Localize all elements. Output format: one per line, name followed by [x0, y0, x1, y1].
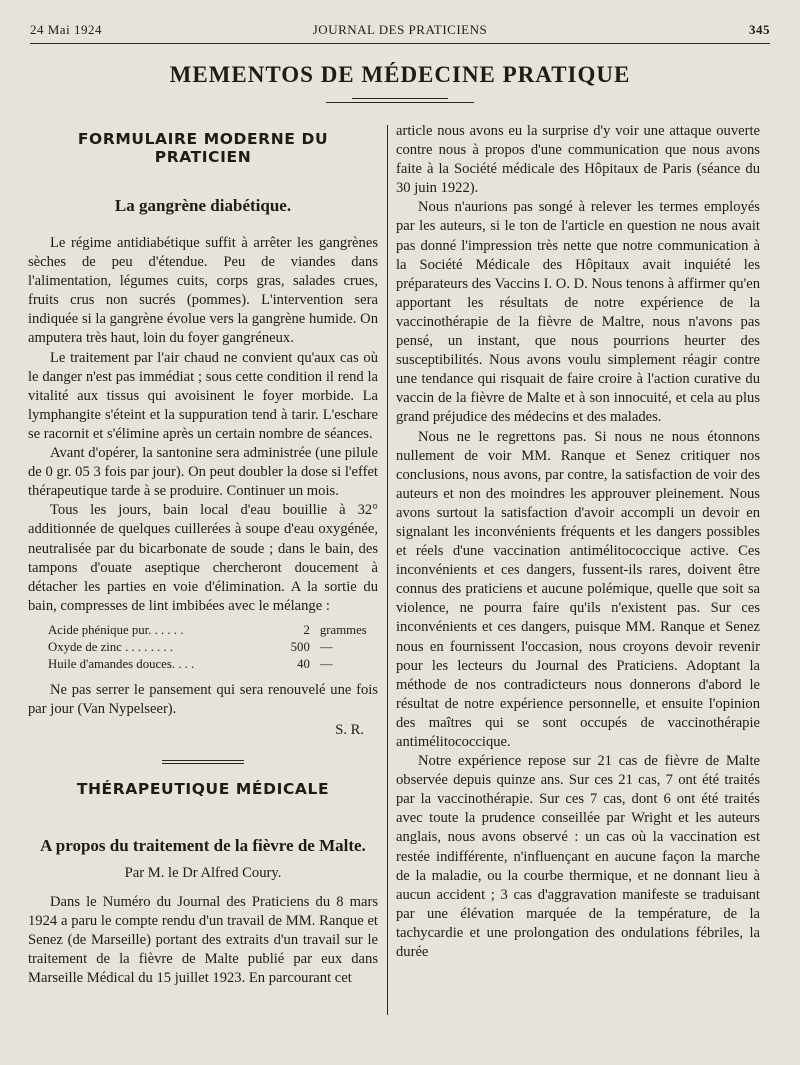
article-byline: Par M. le Dr Alfred Coury.	[124, 865, 282, 882]
ingredient-unit: —	[319, 639, 333, 654]
paragraph: Le régime antidiabétique suffit à arrêter les gangrènes sèches de peu d'étendue. Peu de viandes dans l'alimentation, légumes cuits, corps gras, salades crues, fruits crus non sucrés (pommes). L'intervention sera indiquée si la gangrène évolue vers la gangrène humide. On amputera très haut, loin du foyer gangréneux.	[28, 235, 378, 347]
ingredient-name: Oxyde de zinc . . . . . . . .	[48, 639, 174, 654]
paragraph: article nous avons eu la surprise d'y voir une attaque ouverte contre nous à propos d'une communication que nous avons faite à la Société médicale des Hôpitaux de Paris (séance du 30 juin 1922).	[396, 123, 760, 197]
left-column	[28, 122, 378, 989]
title-rule-short	[352, 98, 448, 99]
header-rule	[30, 43, 770, 44]
prescription-formula	[48, 622, 378, 673]
paragraph: Dans le Numéro du Journal des Praticiens du 8 mars 1924 a paru le compte rendu d'un travail de MM. Ranque et Senez (de Marseille) portant des extraits d'un travail sur le traitement de la fièvre de Malte publié par eux dans Marseille Médical du 15 juillet 1923. En parcourant cet	[28, 894, 378, 987]
paragraph: Nous n'aurions pas songé à relever les termes employés par les auteurs, si le ton de l'article en question ne nous avait pas donné l'impression très nette que notre communication à la Société Médicale des Hôpitaux avait inquiété les préparateurs des Vaccins I. O. D. Nous tenons à affirmer qu'en apportant les résultats de notre expérience de la vaccinothérapie de la fièvre de Maltre, nous n'avons pas pensé, un instant, que nous pourrions heurter des susceptibilités. Nous avons voulu simplement réagir contre une tendance qui risquait de faire croire à l'action curative du vaccin de la fièvre de Malte et à son innocuité, et cela au plus grand préjudice des médecins et des malades.	[396, 199, 760, 426]
formula-row	[48, 622, 378, 639]
ingredient-quantity: 2	[303, 622, 310, 637]
article-title-gangrene: La gangrène diabétique.	[114, 196, 292, 215]
section-separator	[162, 760, 244, 764]
page-title: MEMENTOS DE MÉDECINE PRATIQUE	[169, 62, 631, 87]
title-rule-long	[326, 102, 474, 103]
paragraph: Tous les jours, bain local d'eau bouillie à 32° additionnée de quelques cuillerées à soupe d'eau oxygénée, neutralisée par du bicarbonate de soude ; dans le bain, des tampons d'ouate aseptique chercheront doucement à détacher les parties en voie d'élimination. A la sortie du bain, compresses de lint imbibées avec le mélange :	[28, 502, 378, 614]
formula-row	[48, 656, 378, 673]
author-signature: S. R.	[335, 722, 364, 739]
ingredient-unit: grammes	[319, 622, 367, 637]
ingredient-unit: —	[319, 656, 333, 671]
paragraph: Nous ne le regrettons pas. Si nous ne nous étonnons nullement de voir MM. Ranque et Senez critiquer nos conclusions, nous avons, par contre, la satisfaction de voir des auteurs et non des moindres les approuver pleinement. Nous avons surtout la satisfaction d'avoir accompli un devoir en signalant les inconvénients fréquents et les dangers possibles et réels d'une vaccination antimélitococcique active. Ces inconvénients et ces dangers, fussent-ils rares, doivent être connus des praticiens et aucune polémique, quelle que soit sa violence, ne pourra faire qu'ils n'existent pas. Sur ces inconvénients et ces dangers, puisque MM. Ranque et Senez nous en fournissent l'occasion, nous croyons devoir revenir pour les lecteurs du Journal des Praticiens. Adoptant la méthode de nos contradicteurs nous donnerons d'abord le résultat de notre expérience personnelle, et ensuite l'opinion des maîtres qui se sont occupés de vaccinothérapie antimélitococcique.	[396, 428, 760, 750]
running-head	[30, 22, 770, 42]
paragraph: Avant d'opérer, la santonine sera administrée (une pilule de 0 gr. 05 3 fois par jour). On peut doubler la dose si l'effet thérapeutique tarde à se produire. Continuer un mois.	[28, 445, 378, 500]
right-column	[396, 122, 760, 962]
ingredient-quantity: 40	[297, 656, 310, 671]
paragraph: Le traitement par l'air chaud ne convient qu'aux cas où le danger n'est pas immédiat ; sous cette condition il rend la vitalité aux tissus qui avoisinent le foyer morbide. La lymphangite s'éteint et la suppuration tend à tarir. L'eschare se racornit et s'élimine après un certain nombre de séances.	[28, 349, 378, 442]
ingredient-name: Huile d'amandes douces. . . .	[48, 656, 195, 671]
ingredient-quantity: 500	[290, 639, 310, 654]
section-title-therapeutique: THÉRAPEUTIQUE MÉDICALE	[76, 780, 330, 799]
paragraph: Notre expérience repose sur 21 cas de fièvre de Malte observée depuis quinze ans. Sur ces 21 cas, 7 ont été traités par la vaccinothérapie. Sur ces 7 cas, dont 6 ont été traités avec toute la prudence conseillée par Wright et les auteurs anglais, nous avons observé : un cas où la vaccination est restée indifférente, n'influençant en aucune façon la marche de la maladie, ou la courbe thermique, et ne donnant lieu à aucun accident ; 3 cas d'aggravation manifeste se traduisant par une élévation marquée de la température, de la tachycardie et une prolongation des ondulations fébriles, la durée	[396, 753, 760, 961]
formula-row	[48, 639, 378, 656]
issue-date: 24 Mai 1924	[30, 22, 102, 37]
journal-name: JOURNAL DES PRATICIENS	[312, 22, 488, 37]
column-divider	[387, 125, 388, 1015]
page-number: 345	[749, 22, 770, 37]
article-title-malte: A propos du traitement de la fièvre de Malte.	[40, 836, 366, 856]
section-title-formulaire: FORMULAIRE MODERNE DU PRATICIEN	[77, 130, 329, 166]
ingredient-name: Acide phénique pur. . . . . .	[48, 622, 184, 637]
paragraph: Ne pas serrer le pansement qui sera renouvelé une fois par jour (Van Nypelseer).	[28, 681, 378, 717]
